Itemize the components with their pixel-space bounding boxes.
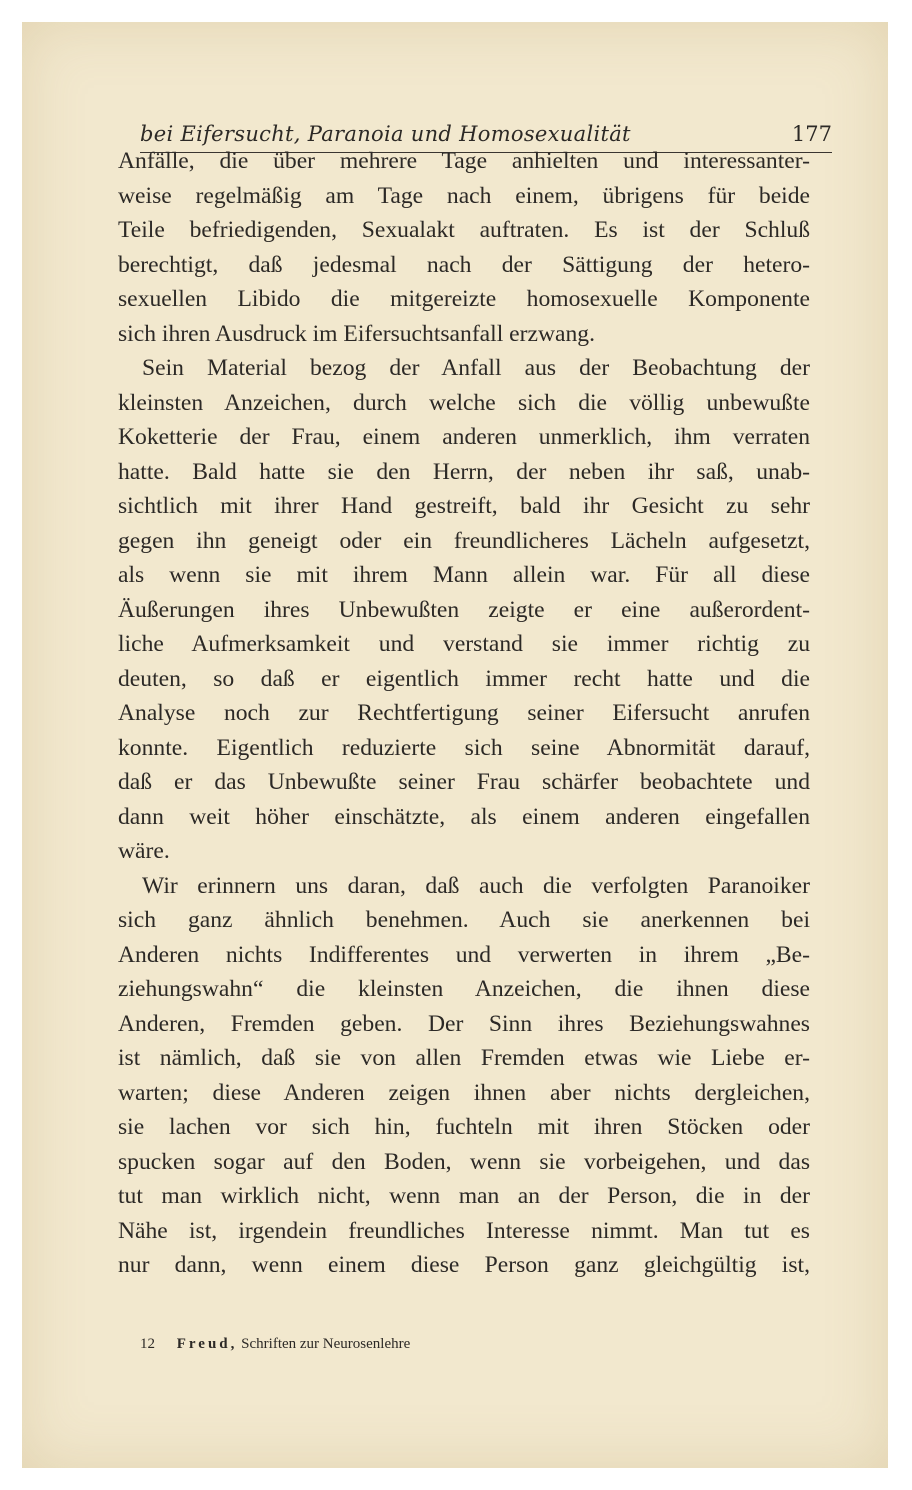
text-line: gegen ihn geneigt oder ein freundlicheres Lächeln aufgesetzt, <box>118 527 810 554</box>
signature-mark: 12 <box>140 1336 155 1352</box>
text-line: Koketterie der Frau, einem anderen unmerklich, ihm verraten <box>118 424 810 450</box>
paragraph <box>118 869 810 1283</box>
text-line: hatte. Bald hatte sie den Herrn, der neben ihr saß, unab- <box>118 458 810 485</box>
text-line: daß er das Unbewußte seiner Frau schärfer beobachtete und <box>118 769 810 795</box>
text-line: sie lachen vor sich hin, fuchteln mit ihren Stöcken oder <box>118 1114 810 1140</box>
footer-title: Schriften zur Neurosenlehre <box>241 1336 411 1352</box>
text-line: sichtlich mit ihrer Hand gestreift, bald ihr Gesicht zu sehr <box>118 493 810 519</box>
text-line: tut man wirklich nicht, wenn man an der Person, die in der <box>118 1183 810 1209</box>
text-line: ist nämlich, daß sie von allen Fremden etwas wie Liebe er- <box>118 1045 810 1071</box>
text-line: Äußerungen ihres Unbewußten zeigte er eine außerordent- <box>118 596 810 623</box>
text-line: berechtigt, daß jedesmal nach der Sättigung der hetero- <box>118 251 810 278</box>
text-line: Nähe ist, irgendein freundliches Interesse nimmt. Man tut es <box>118 1217 810 1244</box>
text-line: als wenn sie mit ihrem Mann allein war. Für all diese <box>118 562 810 588</box>
text-line: Wir erinnern uns daran, daß auch die verfolgten Paranoiker <box>142 872 810 899</box>
text-line: Analyse noch zur Rechtfertigung seiner Eifersucht anrufen <box>118 700 810 726</box>
running-head: bei Eifersucht, Paranoia und Homosexualität <box>140 122 631 146</box>
text-line: sich ihren Ausdruck im Eifersuchtsanfall erzwang. <box>118 320 595 347</box>
text-line: wäre. <box>118 838 170 864</box>
signature-footer <box>140 1336 410 1353</box>
text-line: Anfälle, die über mehrere Tage anhielten und interessanter- <box>118 148 810 174</box>
page-number: 177 <box>791 122 832 146</box>
text-line: Teile befriedigenden, Sexualakt auftraten. Es ist der Schluß <box>118 217 810 243</box>
footer-author: Freud, <box>176 1336 238 1352</box>
text-line: weise regelmäßig am Tage nach einem, übrigens für beide <box>118 182 810 209</box>
text-line: sich ganz ähnlich benehmen. Auch sie anerkennen bei <box>118 907 810 933</box>
text-line: Anderen nichts Indifferentes und verwerten in ihrem „Be- <box>118 941 810 968</box>
text-line: liche Aufmerksamkeit und verstand sie immer richtig zu <box>118 631 810 657</box>
text-line: kleinsten Anzeichen, durch welche sich die völlig unbewußte <box>118 389 810 416</box>
body-text <box>118 144 810 1283</box>
text-line: Anderen, Fremden geben. Der Sinn ihres Beziehungswahnes <box>118 1010 810 1037</box>
text-line: ziehungswahn“ die kleinsten Anzeichen, die ihnen diese <box>118 976 810 1002</box>
text-line: dann weit höher einschätzte, als einem anderen eingefallen <box>118 803 810 830</box>
text-line: nur dann, wenn einem diese Person ganz gleichgültig ist, <box>118 1252 810 1278</box>
text-line: sexuellen Libido die mitgereizte homosexuelle Komponente <box>118 286 810 312</box>
text-line: Sein Material bezog der Anfall aus der Beobachtung der <box>142 355 810 381</box>
paragraph <box>118 351 810 869</box>
text-line: konnte. Eigentlich reduzierte sich seine Abnormität darauf, <box>118 734 810 761</box>
paragraph <box>118 144 810 351</box>
text-line: deuten, so daß er eigentlich immer recht hatte und die <box>118 665 810 692</box>
text-line: spucken sogar auf den Boden, wenn sie vorbeigehen, und das <box>118 1148 810 1175</box>
text-line: warten; diese Anderen zeigen ihnen aber nichts dergleichen, <box>118 1079 810 1106</box>
